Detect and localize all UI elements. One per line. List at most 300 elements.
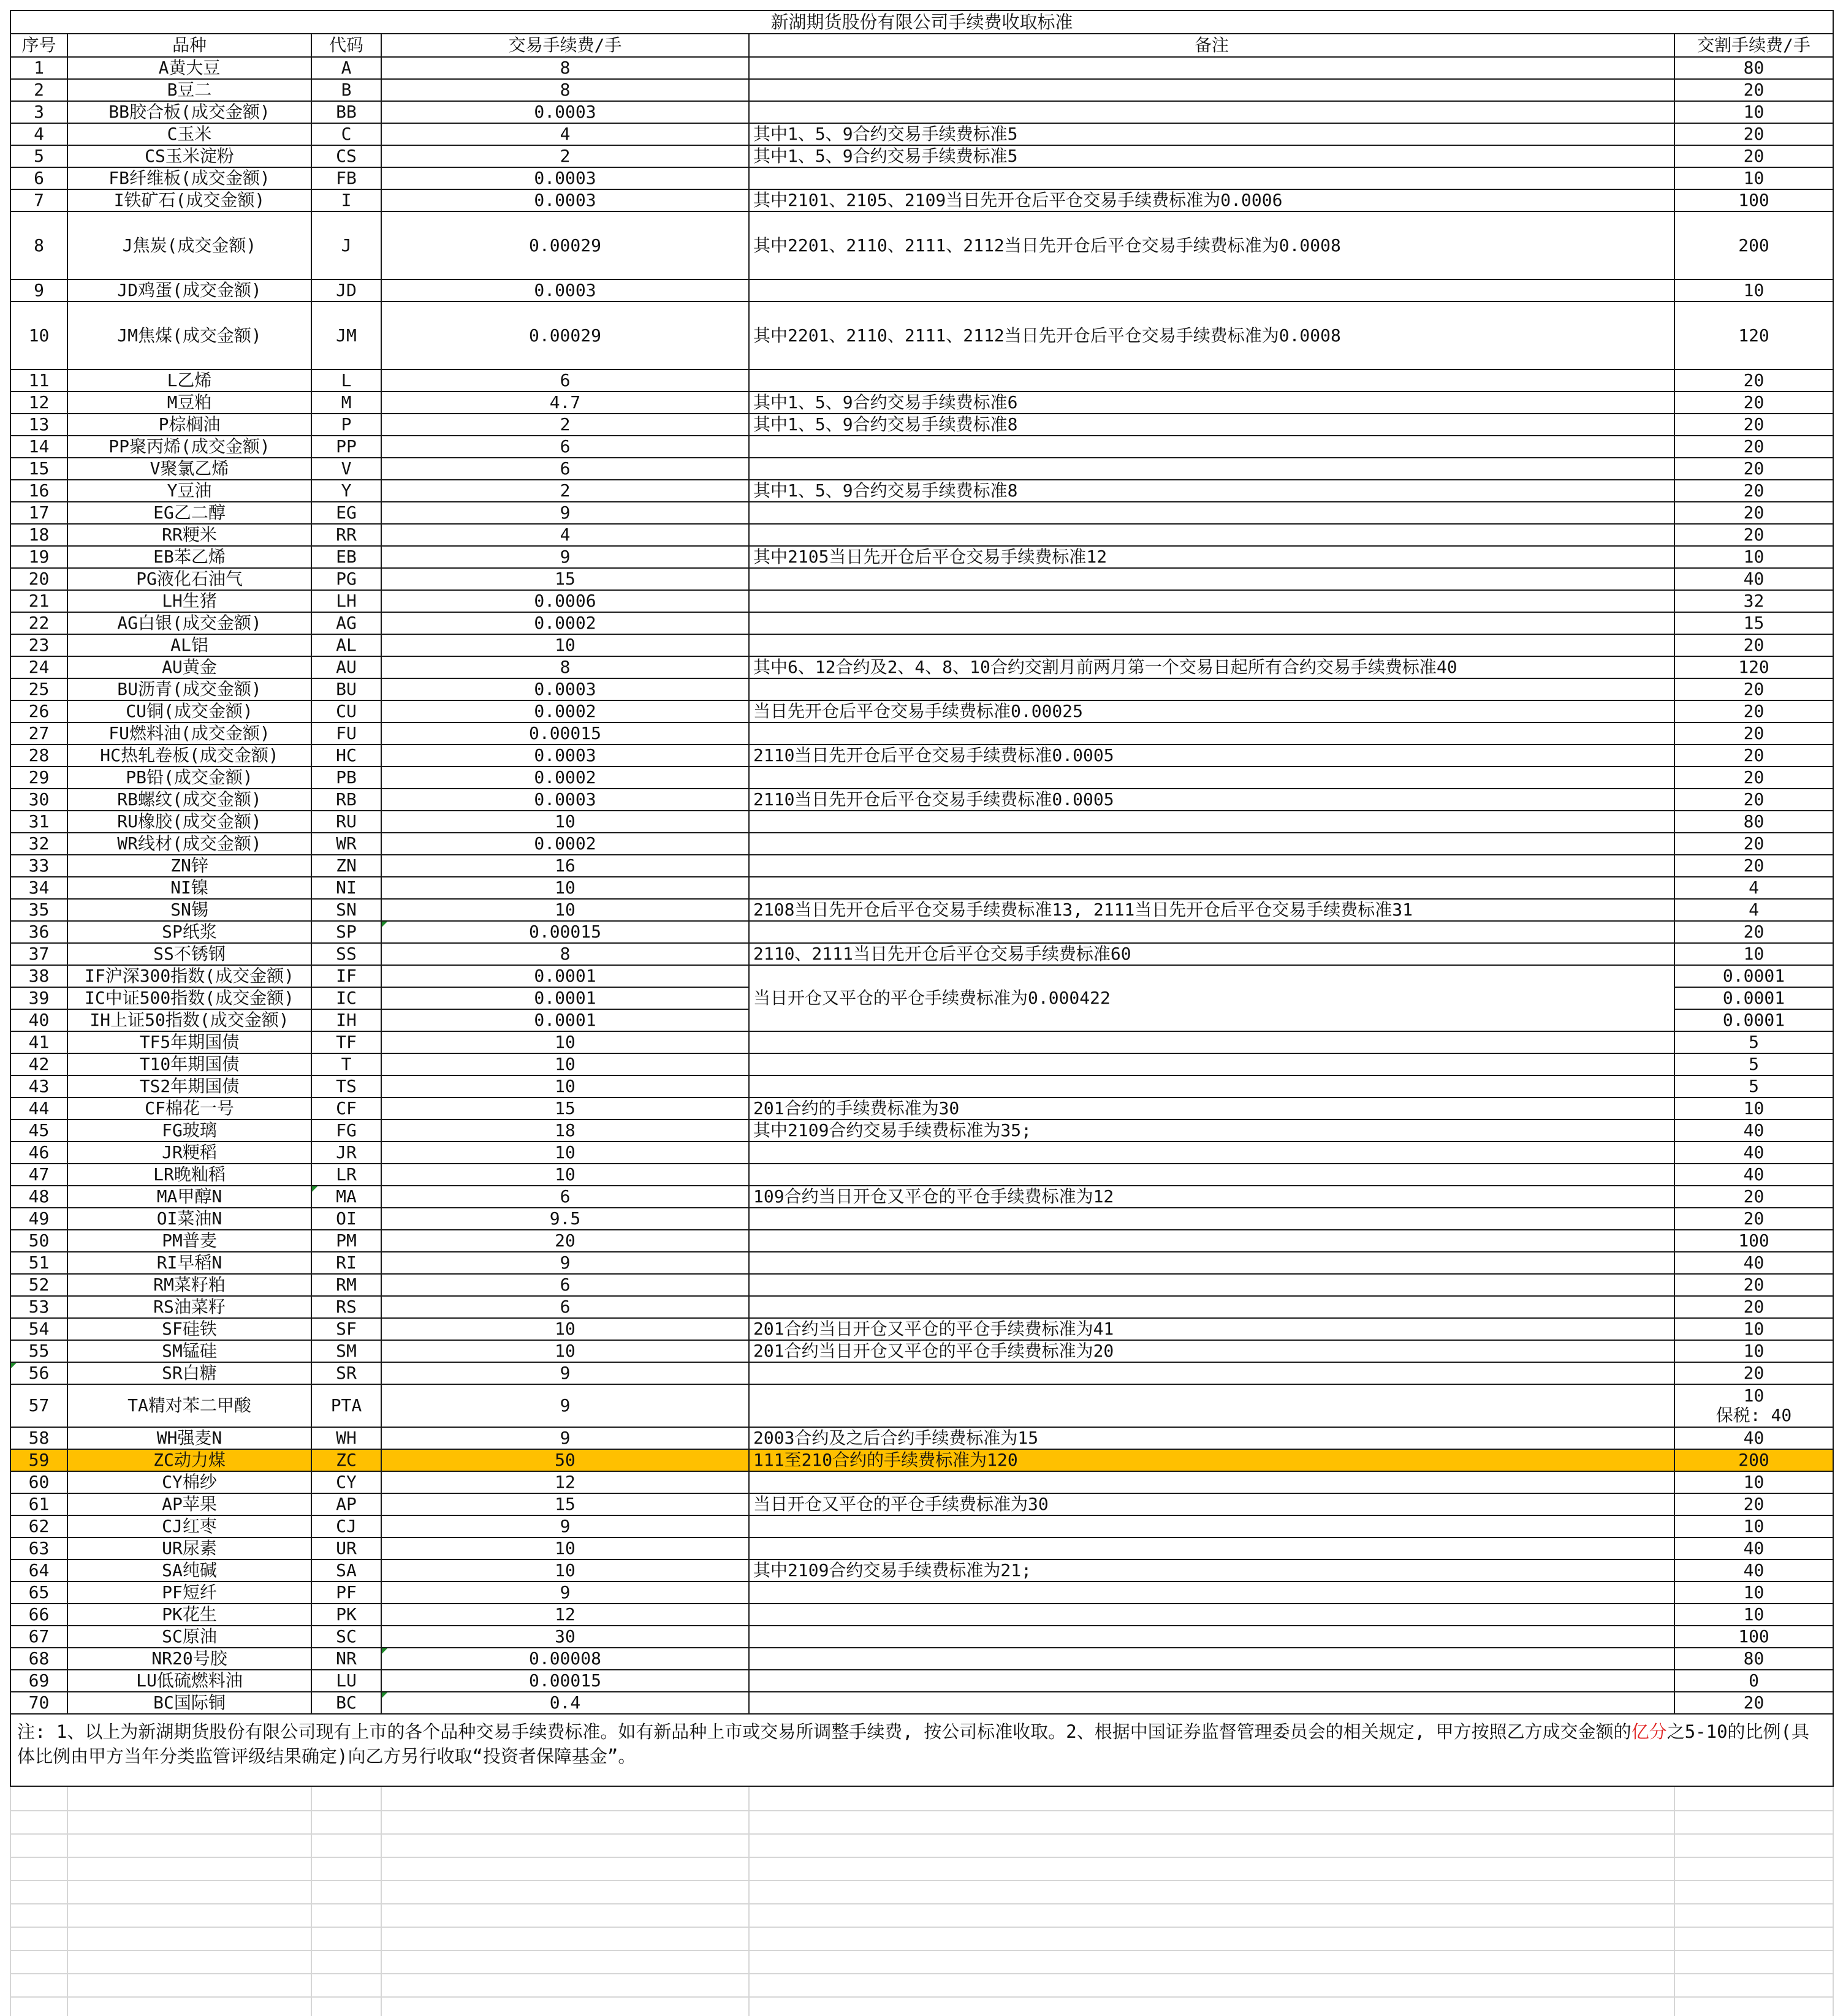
row-index: 45 xyxy=(10,1120,67,1142)
row-product: AG白银(成交金额) xyxy=(67,612,311,634)
row-delivery-fee: 4 xyxy=(1674,877,1833,899)
row-index: 18 xyxy=(10,524,67,546)
row-code: WR xyxy=(311,833,381,855)
row-remarks xyxy=(749,722,1674,745)
row-trade-fee: 10 xyxy=(381,1559,749,1582)
table-row xyxy=(10,1252,1833,1274)
row-index: 30 xyxy=(10,789,67,811)
row-trade-fee: 9 xyxy=(381,1582,749,1604)
row-trade-fee: 10 xyxy=(381,1340,749,1362)
row-remarks xyxy=(749,1362,1674,1384)
row-index: 48 xyxy=(10,1186,67,1208)
table-row xyxy=(10,745,1833,767)
row-delivery-fee: 0.0001 xyxy=(1674,965,1833,987)
table-row xyxy=(10,1471,1833,1493)
row-delivery-fee: 10 xyxy=(1674,101,1833,123)
row-product: EB苯乙烯 xyxy=(67,546,311,568)
row-trade-fee: 15 xyxy=(381,568,749,590)
row-code: SC xyxy=(311,1626,381,1648)
row-delivery-fee: 40 xyxy=(1674,1559,1833,1582)
table-row xyxy=(10,1053,1833,1075)
table-row xyxy=(10,1604,1833,1626)
table-row xyxy=(10,1296,1833,1318)
row-remarks xyxy=(749,1053,1674,1075)
row-code: V xyxy=(311,458,381,480)
table-row xyxy=(10,943,1833,965)
row-trade-fee: 0.00015 xyxy=(381,921,749,943)
row-product: SN锡 xyxy=(67,899,311,921)
row-trade-fee: 0.0001 xyxy=(381,987,749,1009)
row-code: IC xyxy=(311,987,381,1009)
row-trade-fee: 0.0002 xyxy=(381,612,749,634)
row-product: A黄大豆 xyxy=(67,57,311,79)
table-row xyxy=(10,921,1833,943)
row-index: 57 xyxy=(10,1384,67,1427)
table-row xyxy=(10,1362,1833,1384)
grid-column-line xyxy=(1833,1787,1834,2016)
row-delivery-fee: 5 xyxy=(1674,1053,1833,1075)
row-product: RB螺纹(成交金额) xyxy=(67,789,311,811)
row-code: NR xyxy=(311,1648,381,1670)
footnote xyxy=(10,1714,1833,1786)
row-delivery-fee: 20 xyxy=(1674,855,1833,877)
grid-line xyxy=(10,1927,1833,1928)
row-product: PB铅(成交金额) xyxy=(67,767,311,789)
row-delivery-fee xyxy=(1674,1384,1833,1427)
row-index: 20 xyxy=(10,568,67,590)
table-row xyxy=(10,57,1833,79)
row-index: 36 xyxy=(10,921,67,943)
row-remarks xyxy=(749,1648,1674,1670)
row-code: PTA xyxy=(311,1384,381,1427)
table-row xyxy=(10,590,1833,612)
row-delivery-fee: 200 xyxy=(1674,1449,1833,1471)
row-index: 26 xyxy=(10,700,67,722)
row-trade-fee: 9.5 xyxy=(381,1208,749,1230)
row-index: 32 xyxy=(10,833,67,855)
row-code: AL xyxy=(311,634,381,656)
row-product: CF棉花一号 xyxy=(67,1097,311,1120)
row-code: CS xyxy=(311,145,381,167)
header-code: 代码 xyxy=(311,34,381,57)
row-code: HC xyxy=(311,745,381,767)
row-product: OI菜油N xyxy=(67,1208,311,1230)
row-remarks: 201合约当日开仓又平仓的平仓手续费标准为20 xyxy=(749,1340,1674,1362)
row-product: JD鸡蛋(成交金额) xyxy=(67,279,311,301)
row-delivery-fee: 100 xyxy=(1674,1230,1833,1252)
row-product: HC热轧卷板(成交金额) xyxy=(67,745,311,767)
row-product: FG玻璃 xyxy=(67,1120,311,1142)
row-index: 19 xyxy=(10,546,67,568)
row-code: CF xyxy=(311,1097,381,1120)
row-trade-fee: 4.7 xyxy=(381,392,749,414)
row-remarks xyxy=(749,524,1674,546)
table-row xyxy=(10,568,1833,590)
row-product: C玉米 xyxy=(67,123,311,145)
row-product: EG乙二醇 xyxy=(67,502,311,524)
row-remarks: 当日开仓又平仓的平仓手续费标准为0.000422 xyxy=(749,965,1674,1031)
row-index: 42 xyxy=(10,1053,67,1075)
fee-table xyxy=(10,10,1834,1787)
row-index: 22 xyxy=(10,612,67,634)
table-row xyxy=(10,1537,1833,1559)
row-trade-fee: 10 xyxy=(381,1318,749,1340)
row-code: IH xyxy=(311,1009,381,1031)
row-code: EB xyxy=(311,546,381,568)
row-index: 44 xyxy=(10,1097,67,1120)
row-delivery-fee: 4 xyxy=(1674,899,1833,921)
table-row xyxy=(10,1648,1833,1670)
row-index: 66 xyxy=(10,1604,67,1626)
row-product: ZN锌 xyxy=(67,855,311,877)
row-delivery-fee: 20 xyxy=(1674,458,1833,480)
row-remarks: 其中2201、2110、2111、2112当日先开仓后平仓交易手续费标准为0.0008 xyxy=(749,301,1674,369)
row-code: LH xyxy=(311,590,381,612)
grid-line xyxy=(10,1857,1833,1858)
header-trade-fee: 交易手续费/手 xyxy=(381,34,749,57)
row-code: TF xyxy=(311,1031,381,1053)
row-code: SM xyxy=(311,1340,381,1362)
row-code: TS xyxy=(311,1075,381,1097)
header-row xyxy=(10,34,1833,57)
row-product: UR尿素 xyxy=(67,1537,311,1559)
table-row xyxy=(10,612,1833,634)
row-product: IF沪深300指数(成交金额) xyxy=(67,965,311,987)
row-index: 47 xyxy=(10,1164,67,1186)
row-trade-fee: 0.00015 xyxy=(381,1670,749,1692)
row-product: LH生猪 xyxy=(67,590,311,612)
row-product: AU黄金 xyxy=(67,656,311,678)
row-index: 27 xyxy=(10,722,67,745)
table-row xyxy=(10,189,1833,211)
row-remarks xyxy=(749,279,1674,301)
row-code: B xyxy=(311,79,381,101)
row-product: PM普麦 xyxy=(67,1230,311,1252)
row-code: WH xyxy=(311,1427,381,1449)
row-index: 50 xyxy=(10,1230,67,1252)
table-row xyxy=(10,1318,1833,1340)
row-code: CU xyxy=(311,700,381,722)
row-remarks: 其中2201、2110、2111、2112当日先开仓后平仓交易手续费标准为0.0008 xyxy=(749,211,1674,279)
row-product: Y豆油 xyxy=(67,480,311,502)
row-delivery-fee: 20 xyxy=(1674,1493,1833,1515)
row-delivery-fee: 20 xyxy=(1674,502,1833,524)
row-product: V聚氯乙烯 xyxy=(67,458,311,480)
row-remarks xyxy=(749,458,1674,480)
row-index: 31 xyxy=(10,811,67,833)
row-remarks xyxy=(749,167,1674,189)
row-trade-fee: 15 xyxy=(381,1493,749,1515)
row-product: FB纤维板(成交金额) xyxy=(67,167,311,189)
row-index: 37 xyxy=(10,943,67,965)
row-index: 55 xyxy=(10,1340,67,1362)
row-code: RM xyxy=(311,1274,381,1296)
row-trade-fee: 2 xyxy=(381,480,749,502)
row-code: OI xyxy=(311,1208,381,1230)
notes-row xyxy=(10,1714,1833,1786)
row-code: PG xyxy=(311,568,381,590)
row-delivery-fee: 5 xyxy=(1674,1075,1833,1097)
row-product: SF硅铁 xyxy=(67,1318,311,1340)
row-index: 3 xyxy=(10,101,67,123)
table-row xyxy=(10,1230,1833,1252)
row-code: SP xyxy=(311,921,381,943)
table-row xyxy=(10,1449,1833,1471)
row-trade-fee: 0.00029 xyxy=(381,211,749,279)
row-trade-fee: 6 xyxy=(381,458,749,480)
row-delivery-fee: 20 xyxy=(1674,79,1833,101)
row-trade-fee: 9 xyxy=(381,1515,749,1537)
row-delivery-fee: 20 xyxy=(1674,1296,1833,1318)
row-index: 60 xyxy=(10,1471,67,1493)
row-product: RM菜籽粕 xyxy=(67,1274,311,1296)
row-code: PM xyxy=(311,1230,381,1252)
row-trade-fee: 0.0001 xyxy=(381,1009,749,1031)
grid-column-line xyxy=(67,1787,68,2016)
grid-line xyxy=(10,1903,1833,1904)
row-delivery-fee: 40 xyxy=(1674,1120,1833,1142)
row-index: 23 xyxy=(10,634,67,656)
row-index: 1 xyxy=(10,57,67,79)
row-trade-fee: 6 xyxy=(381,1274,749,1296)
row-trade-fee: 20 xyxy=(381,1230,749,1252)
row-trade-fee: 9 xyxy=(381,1252,749,1274)
row-index: 61 xyxy=(10,1493,67,1515)
row-index: 10 xyxy=(10,301,67,369)
row-code: JD xyxy=(311,279,381,301)
row-code: L xyxy=(311,369,381,392)
row-product: RU橡胶(成交金额) xyxy=(67,811,311,833)
table-row xyxy=(10,1384,1833,1427)
header-delivery-fee: 交割手续费/手 xyxy=(1674,34,1833,57)
table-row xyxy=(10,79,1833,101)
row-remarks xyxy=(749,436,1674,458)
table-row xyxy=(10,1208,1833,1230)
grid-line xyxy=(10,1810,1833,1811)
row-remarks xyxy=(749,57,1674,79)
row-remarks xyxy=(749,79,1674,101)
row-trade-fee: 0.00015 xyxy=(381,722,749,745)
row-code: AP xyxy=(311,1493,381,1515)
row-product: AP苹果 xyxy=(67,1493,311,1515)
header-product: 品种 xyxy=(67,34,311,57)
row-index: 46 xyxy=(10,1142,67,1164)
row-remarks xyxy=(749,1164,1674,1186)
row-delivery-fee: 40 xyxy=(1674,1427,1833,1449)
table-row xyxy=(10,634,1833,656)
table-row xyxy=(10,1340,1833,1362)
row-code: P xyxy=(311,414,381,436)
footnote-text: 注: 1、以上为新湖期货股份有限公司现有上市的各个品种交易手续费标准。如有新品种上市或交易所调整手续费, 按公司标准收取。2、根据中国证券监督管理委员会的相关规定, 甲方按照乙方成交金额的 xyxy=(17,1721,1632,1742)
row-delivery-fee: 20 xyxy=(1674,1186,1833,1208)
row-code: Y xyxy=(311,480,381,502)
row-index: 65 xyxy=(10,1582,67,1604)
row-index: 29 xyxy=(10,767,67,789)
row-trade-fee: 2 xyxy=(381,145,749,167)
row-product: SA纯碱 xyxy=(67,1559,311,1582)
row-product: SR白糖 xyxy=(67,1362,311,1384)
row-product: WR线材(成交金额) xyxy=(67,833,311,855)
row-remarks xyxy=(749,1471,1674,1493)
row-delivery-fee: 80 xyxy=(1674,1648,1833,1670)
row-index: 33 xyxy=(10,855,67,877)
row-product: JM焦煤(成交金额) xyxy=(67,301,311,369)
table-row xyxy=(10,1626,1833,1648)
row-code: RS xyxy=(311,1296,381,1318)
row-remarks xyxy=(749,634,1674,656)
row-remarks: 其中1、5、9合约交易手续费标准5 xyxy=(749,123,1674,145)
row-code: SF xyxy=(311,1318,381,1340)
row-remarks xyxy=(749,877,1674,899)
row-trade-fee: 0.0003 xyxy=(381,167,749,189)
table-row xyxy=(10,700,1833,722)
row-delivery-fee: 10 xyxy=(1674,1471,1833,1493)
row-trade-fee: 9 xyxy=(381,1384,749,1427)
table-row xyxy=(10,1097,1833,1120)
row-delivery-fee: 20 xyxy=(1674,392,1833,414)
table-row xyxy=(10,502,1833,524)
row-code: PB xyxy=(311,767,381,789)
row-product: SM锰硅 xyxy=(67,1340,311,1362)
row-product: RI早稻N xyxy=(67,1252,311,1274)
table-row xyxy=(10,211,1833,279)
row-product: CJ红枣 xyxy=(67,1515,311,1537)
table-row xyxy=(10,524,1833,546)
row-remarks xyxy=(749,1296,1674,1318)
row-index: 51 xyxy=(10,1252,67,1274)
table-row xyxy=(10,1075,1833,1097)
row-remarks xyxy=(749,568,1674,590)
row-index: 21 xyxy=(10,590,67,612)
row-code: PF xyxy=(311,1582,381,1604)
row-delivery-fee: 10 xyxy=(1674,1515,1833,1537)
footnote-highlight: 亿分 xyxy=(1631,1721,1667,1742)
row-product: LR晚籼稻 xyxy=(67,1164,311,1186)
table-row xyxy=(10,1692,1833,1714)
row-delivery-fee: 80 xyxy=(1674,811,1833,833)
row-index: 68 xyxy=(10,1648,67,1670)
row-delivery-fee: 10 xyxy=(1674,546,1833,568)
row-trade-fee: 9 xyxy=(381,546,749,568)
row-index: 40 xyxy=(10,1009,67,1031)
row-remarks xyxy=(749,1537,1674,1559)
row-trade-fee: 10 xyxy=(381,1053,749,1075)
row-trade-fee: 10 xyxy=(381,1142,749,1164)
row-product: WH强麦N xyxy=(67,1427,311,1449)
row-product: PP聚丙烯(成交金额) xyxy=(67,436,311,458)
row-remarks xyxy=(749,101,1674,123)
row-product: FU燃料油(成交金额) xyxy=(67,722,311,745)
grid-line xyxy=(10,1833,1833,1835)
row-delivery-fee: 15 xyxy=(1674,612,1833,634)
row-code: RR xyxy=(311,524,381,546)
row-trade-fee: 0.0003 xyxy=(381,678,749,700)
row-index: 5 xyxy=(10,145,67,167)
row-delivery-fee: 20 xyxy=(1674,745,1833,767)
row-code: I xyxy=(311,189,381,211)
row-trade-fee: 18 xyxy=(381,1120,749,1142)
row-code: MA xyxy=(311,1186,381,1208)
row-remarks xyxy=(749,502,1674,524)
header-remarks: 备注 xyxy=(749,34,1674,57)
row-delivery-fee: 10 xyxy=(1674,943,1833,965)
row-product: PF短纤 xyxy=(67,1582,311,1604)
table-row xyxy=(10,301,1833,369)
row-remarks: 201合约当日开仓又平仓的平仓手续费标准为41 xyxy=(749,1318,1674,1340)
row-code: A xyxy=(311,57,381,79)
row-remarks: 其中6、12合约及2、4、8、10合约交割月前两月第一个交易日起所有合约交易手续费标准40 xyxy=(749,656,1674,678)
row-trade-fee: 10 xyxy=(381,1164,749,1186)
row-delivery-fee: 20 xyxy=(1674,524,1833,546)
row-product: CY棉纱 xyxy=(67,1471,311,1493)
table-row xyxy=(10,656,1833,678)
grid-line xyxy=(10,1880,1833,1881)
row-code: FG xyxy=(311,1120,381,1142)
row-code: ZN xyxy=(311,855,381,877)
row-index: 56 xyxy=(10,1362,67,1384)
footnote-text-end: 之5-10的比例(具体比例由甲方当年分类监管评级结果确定)向乙方另行收取“投资者保障基金”。 xyxy=(17,1721,1810,1767)
row-delivery-fee: 40 xyxy=(1674,1537,1833,1559)
table-row xyxy=(10,101,1833,123)
row-remarks: 其中1、5、9合约交易手续费标准5 xyxy=(749,145,1674,167)
row-delivery-fee: 100 xyxy=(1674,189,1833,211)
row-product: IC中证500指数(成交金额) xyxy=(67,987,311,1009)
row-index: 7 xyxy=(10,189,67,211)
row-delivery-fee: 0 xyxy=(1674,1670,1833,1692)
row-trade-fee: 0.00008 xyxy=(381,1648,749,1670)
row-trade-fee: 9 xyxy=(381,502,749,524)
table-row xyxy=(10,279,1833,301)
row-remarks xyxy=(749,811,1674,833)
row-delivery-fee: 10 xyxy=(1674,1582,1833,1604)
row-trade-fee: 10 xyxy=(381,1031,749,1053)
row-code: FU xyxy=(311,722,381,745)
row-trade-fee: 10 xyxy=(381,899,749,921)
row-index: 39 xyxy=(10,987,67,1009)
row-remarks xyxy=(749,855,1674,877)
row-remarks xyxy=(749,767,1674,789)
row-index: 58 xyxy=(10,1427,67,1449)
table-row xyxy=(10,877,1833,899)
row-delivery-fee: 20 xyxy=(1674,1274,1833,1296)
row-trade-fee: 8 xyxy=(381,57,749,79)
row-product: MA甲醇N xyxy=(67,1186,311,1208)
row-index: 14 xyxy=(10,436,67,458)
row-trade-fee: 0.0003 xyxy=(381,189,749,211)
row-delivery-fee: 200 xyxy=(1674,211,1833,279)
row-delivery-fee: 10 xyxy=(1674,167,1833,189)
row-remarks: 2003合约及之后合约手续费标准为15 xyxy=(749,1427,1674,1449)
row-code: FB xyxy=(311,167,381,189)
row-code: BC xyxy=(311,1692,381,1714)
table-row xyxy=(10,436,1833,458)
row-code: SN xyxy=(311,899,381,921)
row-code: T xyxy=(311,1053,381,1075)
grid-line xyxy=(10,1996,1833,1998)
row-remarks: 当日开仓又平仓的平仓手续费标准为30 xyxy=(749,1493,1674,1515)
row-product: TF5年期国债 xyxy=(67,1031,311,1053)
row-delivery-fee: 0.0001 xyxy=(1674,987,1833,1009)
row-delivery-fee: 20 xyxy=(1674,833,1833,855)
row-product: TS2年期国债 xyxy=(67,1075,311,1097)
row-trade-fee: 6 xyxy=(381,1186,749,1208)
row-trade-fee: 10 xyxy=(381,811,749,833)
table-row xyxy=(10,767,1833,789)
table-row xyxy=(10,1559,1833,1582)
row-remarks xyxy=(749,1274,1674,1296)
row-index: 15 xyxy=(10,458,67,480)
row-trade-fee: 15 xyxy=(381,1097,749,1120)
